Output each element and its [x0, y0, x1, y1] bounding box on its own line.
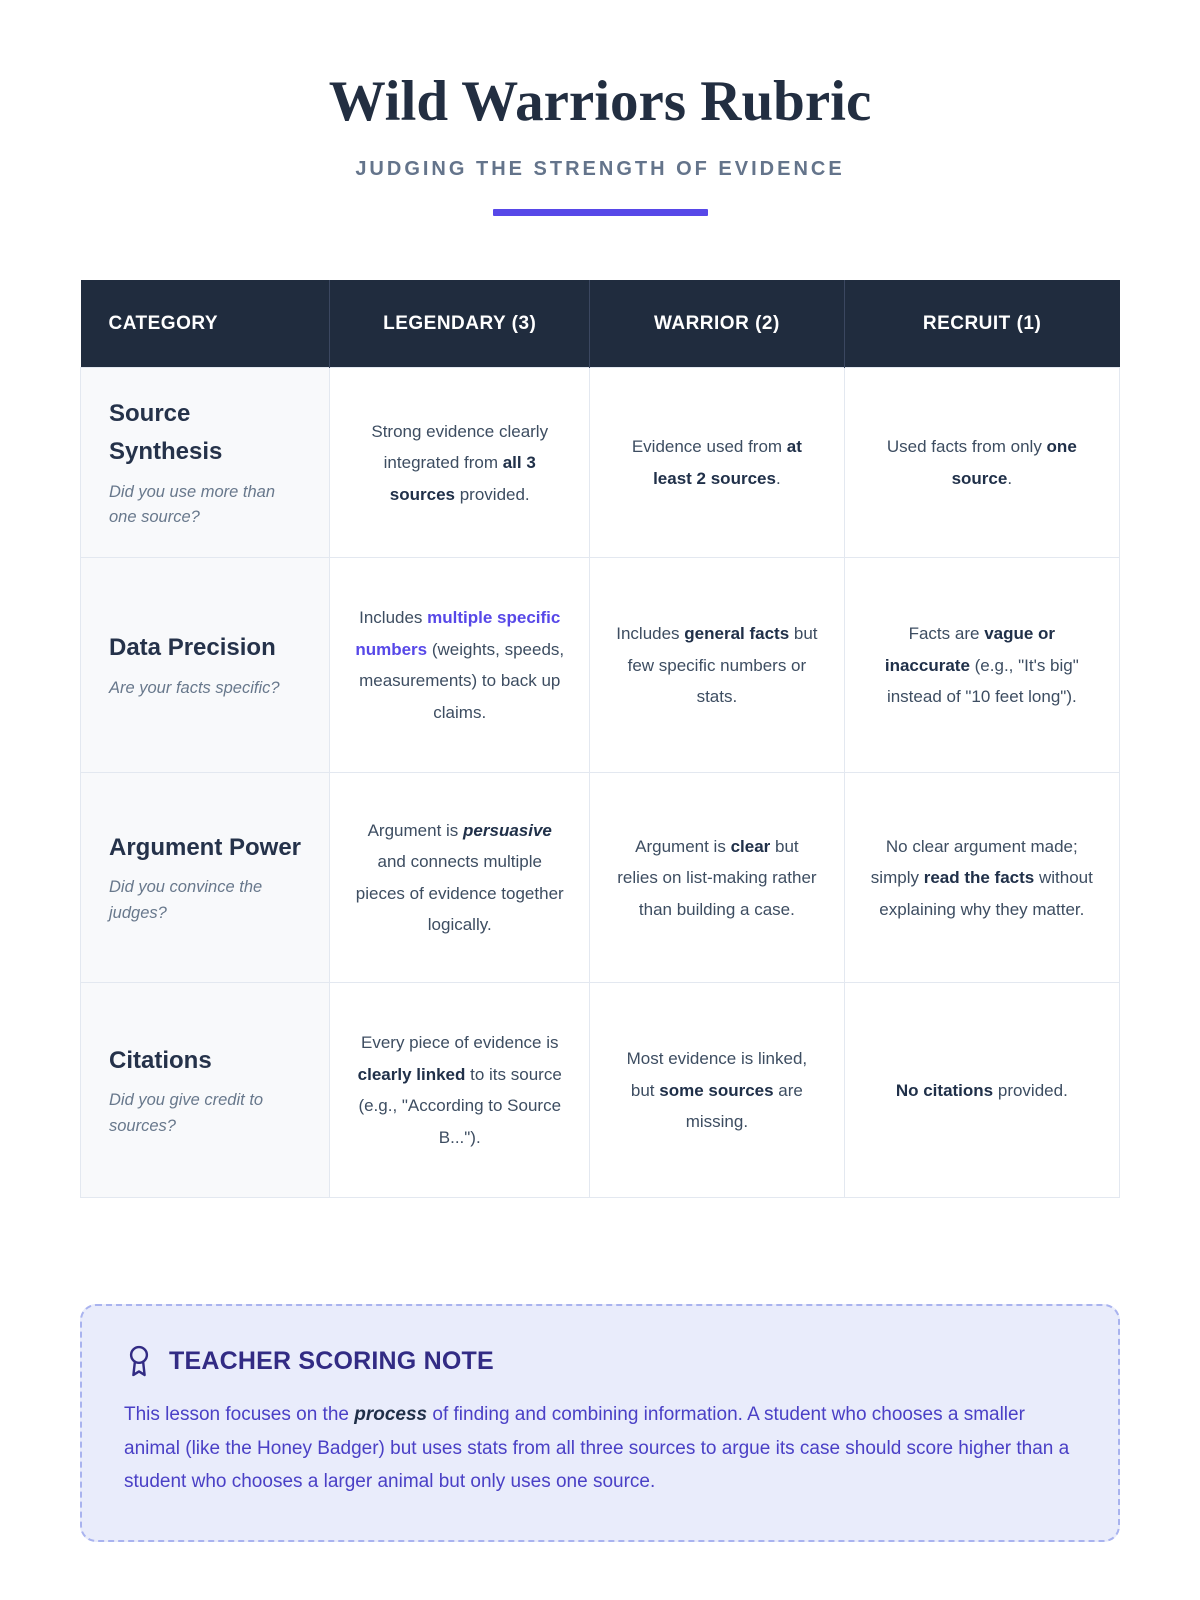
warrior-cell — [590, 983, 845, 1198]
col-header-legendary: LEGENDARY (3) — [330, 280, 590, 368]
legendary-cell — [330, 983, 590, 1198]
warrior-cell — [590, 773, 845, 983]
text-segment: process — [354, 1404, 428, 1426]
text-segment: vague or inaccurate — [884, 624, 1056, 675]
text-segment: clearly linked — [357, 1064, 466, 1084]
table-row — [81, 368, 1120, 558]
text-segment: (e.g., "It's big" instead of "10 feet long"). — [886, 655, 1079, 707]
teacher-note-title: TEACHER SCORING NOTE — [169, 1346, 494, 1375]
award-ribbon-icon — [124, 1344, 154, 1378]
text-segment: at least 2 sources — [653, 437, 802, 488]
text-segment: general facts — [684, 624, 790, 644]
category-title: Citations — [109, 1046, 212, 1074]
teacher-note-header — [124, 1344, 1076, 1378]
table-body — [81, 368, 1120, 1198]
text-segment: . — [775, 468, 781, 488]
col-header-recruit: RECRUIT (1) — [844, 280, 1119, 368]
text-segment: . — [1007, 468, 1013, 488]
text-segment: provided. — [455, 484, 530, 504]
text-segment: without explaining why they matter. — [879, 868, 1093, 919]
recruit-cell — [844, 983, 1119, 1198]
table-row — [81, 983, 1120, 1198]
text-segment: Evidence used from — [631, 437, 787, 457]
recruit-cell — [844, 773, 1119, 983]
warrior-cell — [590, 558, 845, 773]
category-question: Did you give credit to sources? — [109, 1090, 264, 1135]
text-segment: one source — [951, 437, 1077, 488]
text-segment: clear — [730, 836, 771, 856]
text-segment: Includes — [359, 608, 428, 628]
category-question: Did you convince the judges? — [109, 878, 263, 923]
text-segment: persuasive — [463, 820, 552, 840]
text-segment: are missing. — [685, 1080, 803, 1132]
text-segment: all 3 sources — [389, 453, 536, 504]
teacher-note-body — [124, 1398, 1076, 1498]
category-cell — [81, 368, 330, 558]
text-segment: Includes — [616, 624, 685, 644]
text-segment: Every piece of evidence is — [360, 1033, 559, 1053]
text-segment: This lesson focuses on the — [124, 1404, 355, 1426]
text-segment: Most evidence is linked, but — [626, 1049, 808, 1100]
category-question: Did you use more than one source? — [109, 482, 276, 527]
warrior-cell — [590, 368, 845, 558]
text-segment: read the facts — [923, 868, 1035, 888]
legendary-cell — [330, 773, 590, 983]
recruit-cell — [844, 558, 1119, 773]
category-title: Data Precision — [109, 634, 276, 662]
text-segment: Facts are — [908, 624, 985, 644]
text-segment: some sources — [659, 1080, 774, 1100]
text-segment: No citations — [895, 1080, 994, 1100]
table-header-row — [81, 280, 1120, 368]
category-title: Source Synthesis — [109, 399, 223, 466]
page-header — [80, 72, 1120, 216]
rubric-table — [80, 280, 1120, 1199]
table-row — [81, 558, 1120, 773]
legendary-cell — [330, 368, 590, 558]
page-subtitle: JUDGING THE STRENGTH OF EVIDENCE — [355, 157, 845, 180]
category-title: Argument Power — [109, 834, 302, 862]
text-segment: Argument is — [635, 836, 731, 856]
category-question: Are your facts specific? — [109, 678, 280, 697]
text-segment: Used facts from only — [886, 437, 1047, 457]
text-segment: and connects multiple pieces of evidence together logically. — [355, 852, 564, 935]
text-segment: but few specific numbers or stats. — [627, 624, 818, 707]
recruit-cell — [844, 368, 1119, 558]
text-segment: Strong evidence clearly integrated from — [371, 421, 549, 473]
text-segment: of finding and combining information. A student who chooses a smaller animal (like the Honey Badger) but uses stats from all three sources to argue its case should score higher than a student who chooses a larger animal but only uses one source. — [124, 1404, 1070, 1492]
text-segment: (weights, speeds, measurements) to back up claims. — [359, 639, 565, 722]
col-header-warrior: WARRIOR (2) — [590, 280, 845, 368]
category-cell — [81, 983, 330, 1198]
text-segment: to its source (e.g., "According to Source B..."). — [358, 1064, 562, 1147]
text-segment: No clear argument made; simply — [870, 836, 1078, 888]
table-row — [81, 773, 1120, 983]
col-header-category: CATEGORY — [81, 280, 330, 368]
legendary-cell — [330, 558, 590, 773]
text-segment: provided. — [993, 1080, 1068, 1100]
category-cell — [81, 773, 330, 983]
page-title: Wild Warriors Rubric — [328, 70, 872, 133]
rubric-page — [80, 0, 1120, 1598]
category-cell — [81, 558, 330, 773]
text-segment: Argument is — [367, 820, 464, 840]
text-segment: multiple specific numbers — [355, 608, 561, 659]
title-divider — [493, 209, 708, 216]
teacher-note — [80, 1304, 1120, 1542]
text-segment: but relies on list-making rather than building a case. — [617, 836, 817, 919]
